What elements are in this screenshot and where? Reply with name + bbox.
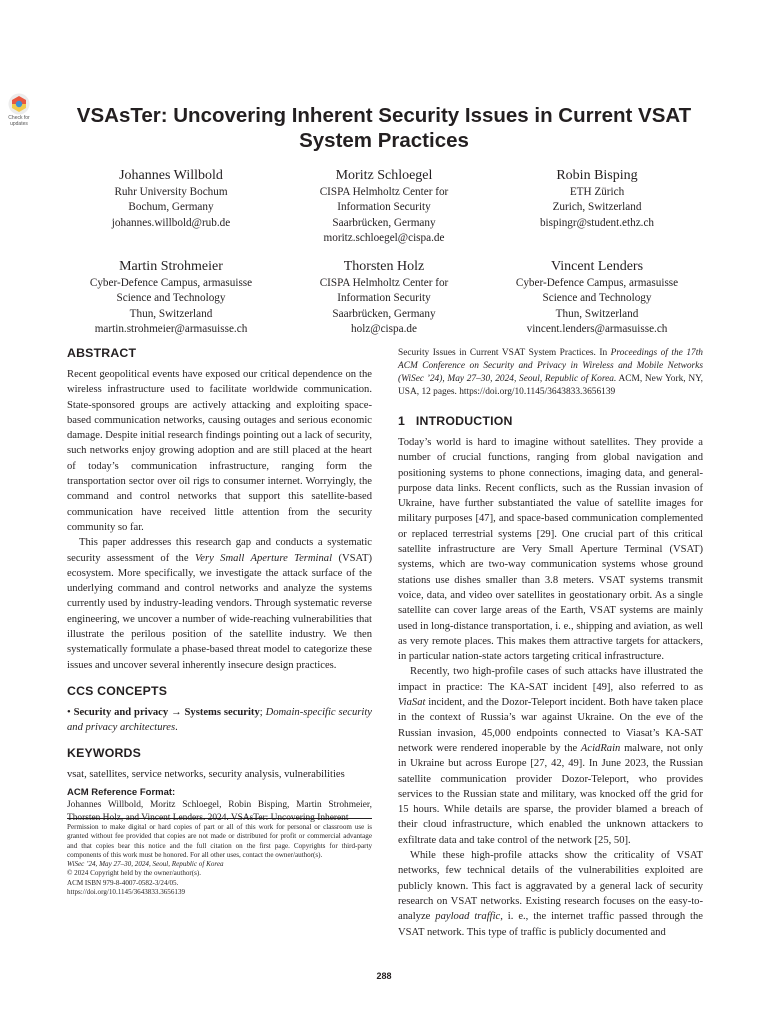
author-name: Robin Bisping xyxy=(556,168,638,183)
author-affiliation: Cyber-Defence Campus, armasuisse xyxy=(89,277,253,289)
author-affiliation: Science and Technology xyxy=(116,292,226,305)
author-email[interactable]: bispingr@student.ethz.ch xyxy=(539,216,655,229)
author-affiliation: ETH Zürich xyxy=(569,186,625,198)
author-name: Martin Strohmeier xyxy=(119,259,223,274)
doi-link[interactable]: https://doi.org/10.1145/3643833.3656139 xyxy=(67,888,186,897)
permission-text: Permission to make digital or hard copies of part or all of this work for personal or classroom use is granted without fee provided that copies are not made or distributed for profit or commercial advantage and that copies bear this notice and the full citation on the first page. Copyrights for third-party components of this work must be honored. For all other uses, contact the owner/author(s). xyxy=(67,823,372,859)
keywords-text: vsat, satellites, service networks, security analysis, vulnerabilities xyxy=(67,768,345,780)
author-location: Thun, Switzerland xyxy=(129,307,213,320)
acm-reference-continued: Security Issues in Current VSAT System Practices. In Proceedings of the 17th ACM Conference on Security and Privacy in Wireless and Mobile Networks (WiSec ’24), May 27–30, 2024, Seoul, Republic of Korea. ACM, New York, NY, USA, 12 pages. https://doi.org/10.1145/3643833.3656139 xyxy=(398,348,703,397)
title-line-1: VSAsTer: Uncovering Inherent Security Issues in Current VSAT xyxy=(76,104,692,127)
right-column xyxy=(398,347,703,940)
author-email[interactable]: moritz.schloegel@cispa.de xyxy=(323,231,445,244)
author-email[interactable]: holz@cispa.de xyxy=(351,322,417,335)
ccs-heading: CCS CONCEPTS xyxy=(67,683,168,698)
author-email[interactable]: vincent.lenders@armasuisse.ch xyxy=(526,322,668,335)
author-name: Johannes Willbold xyxy=(119,168,223,183)
abstract-paragraph-1: Recent geopolitical events have exposed our critical dependence on the wireless infrastructure used to facilitate worldwide communication. State-sponsored groups are actively attacking and exploiting space-based communication networks, causing outages and serious economic damage. Despite initial research findings pointing out a lack of security, such networks enjoy growing adoption and are still placed at the heart of today’s communication infrastructure, ranging form the transportation sector over oil rigs to consumer internet. Worryingly, the command and control networks that support this satellite-based communication have received little attention from the security community so far. xyxy=(67,369,372,533)
author-affiliation: Information Security xyxy=(337,292,431,305)
copyright-line: © 2024 Copyright held by the owner/author(s). xyxy=(67,869,202,878)
intro-paragraph-2: Recently, two high-profile cases of such attacks have illustrated the impact in practice: The KA-SAT incident [49], also referred to as ViaSat incident, and the Dozor-Teleport incident. Both have taken place in the context of Russia’s war against Ukraine. On the eve of the Russian invasion, 45,000 endpoints connected to Viasat’s KA-SAT network were rendered inoperable by the AcidRain malware, not only in Ukraine but across Europe [27, 42, 49]. In June 2023, the Russian satellite communication provider Dozor-Teleport, who provides services to the Russian state and military, was knocked off the grid for 15 hours. While details are sparse, the provider blamed a breach of their cloud infrastructure, which enabled the unknown attackers to exfiltrate data and take control of the network [25, 50]. xyxy=(398,666,703,846)
abstract-heading: ABSTRACT xyxy=(67,346,137,360)
author-affiliation: Cyber-Defence Campus, armasuisse xyxy=(515,277,679,289)
author-affiliation: Information Security xyxy=(337,201,431,214)
author-affiliation: Science and Technology xyxy=(542,292,652,305)
left-column xyxy=(67,345,372,825)
title-line-2: System Practices xyxy=(299,129,469,152)
author-block xyxy=(64,167,278,231)
page-number: 288 xyxy=(376,971,392,981)
intro-paragraph-1: Today’s world is hard to imagine without satellites. They provide a number of crucial functions, ranging from global navigation and positioning systems to phone connections, imaging data, and general-purpose data links. Recent conflicts, such as the Russian invasion of Ukraine, have further substantiated the value of satellite images for military purposes [47], and space-based communication complemented or replaced terrestrial systems [29]. One crucial part of this critical satellite infrastructure are Very Small Aperture Terminal (VSAT) systems, which are two-way communication systems whose ground stations use dishes smaller than 3.8 meters. VSAT systems transmit voice, data, and video over satellites in geostationary orbit. As a single satellite can cover large areas of the Earth, VSAT systems are mainly used in long-distance transportation, i. e., shipping and aviation, as well as very remote places. This makes them attractive targets for attackers, in particular nation-state actors targeting critical infrastructure. xyxy=(398,437,703,663)
abstract-paragraph-2: This paper addresses this research gap and conducts a systematic security assessment of the Very Small Aperture Terminal (VSAT) ecosystem. More specifically, we investigate the attack surface of the underlying command and control networks and analyze the systems currently used by industry-leading vendors. Through systematic reverse engineering, we uncover a number of wide-reaching vulnerabilities that illustrate the perilous position of the satellite industry. We then systematically formulate a phase-based threat model to categorize these issues and uncover several inherently insecure design practices. xyxy=(67,537,372,671)
acm-reference-heading: ACM Reference Format: xyxy=(67,787,176,799)
introduction-heading: 1 INTRODUCTION xyxy=(398,414,513,428)
author-block xyxy=(277,258,491,337)
isbn-line: ACM ISBN 979-8-4007-0582-3/24/05. xyxy=(67,878,179,887)
author-name: Moritz Schloegel xyxy=(335,168,433,183)
crossmark-icon xyxy=(8,93,30,115)
author-affiliation: CISPA Helmholtz Center for xyxy=(319,186,449,198)
paper-title xyxy=(60,103,708,153)
author-block xyxy=(64,258,278,337)
author-block xyxy=(490,258,704,337)
author-name: Vincent Lenders xyxy=(550,259,644,274)
venue-line: WiSec ’24, May 27–30, 2024, Seoul, Republic of Korea xyxy=(67,860,224,869)
keywords-heading: KEYWORDS xyxy=(67,745,142,760)
author-location: Zurich, Switzerland xyxy=(552,201,642,214)
author-name: Thorsten Holz xyxy=(343,259,425,274)
author-location: Bochum, Germany xyxy=(128,201,214,214)
acm-reference-text: Johannes Willbold, Moritz Schloegel, Robin Bisping, Martin Strohmeier, Thorsten Holz, and Vincent Lenders. 2024. VSAsTer: Uncovering Inherent xyxy=(67,800,372,824)
author-email[interactable]: martin.strohmeier@armasuisse.ch xyxy=(94,322,248,335)
permission-notice xyxy=(67,818,372,897)
author-email[interactable]: johannes.willbold@rub.de xyxy=(111,216,231,229)
author-block xyxy=(490,167,704,231)
intro-paragraph-3: While these high-profile attacks show the criticality of VSAT networks, few technical details of the vulnerabilities exploited are publicly known. This fact is aggravated by a general lack of security research on VSAT networks. Existing research focuses on the easy-to-analyze payload traffic, i. e., the internet traffic passed through the VSAT network. This type of traffic is publicly documented and xyxy=(398,850,703,938)
check-for-updates-badge[interactable] xyxy=(4,93,34,127)
author-affiliation: CISPA Helmholtz Center for xyxy=(319,277,449,289)
author-location: Saarbrücken, Germany xyxy=(332,216,436,229)
author-location: Thun, Switzerland xyxy=(555,307,639,320)
badge-label: Check for updates xyxy=(8,115,30,127)
author-location: Saarbrücken, Germany xyxy=(332,307,436,320)
author-affiliation: Ruhr University Bochum xyxy=(114,186,228,198)
ccs-concepts: • Security and privacy → Systems security; Domain-specific security and privacy architectures. xyxy=(67,706,372,733)
author-block xyxy=(277,167,491,246)
